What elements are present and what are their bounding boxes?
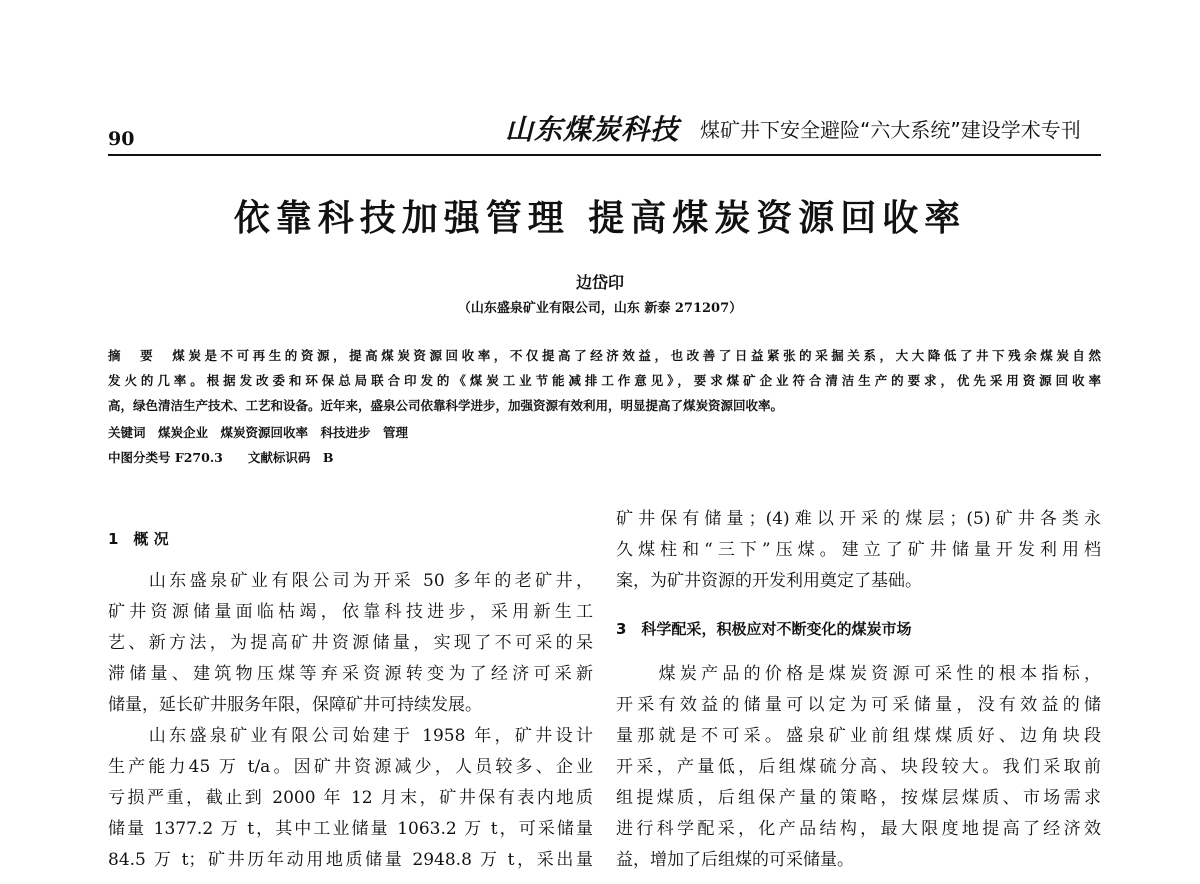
abstract-line: 摘 要 煤炭是不可再生的资源，提高煤炭资源回收率，不仅提高了经济效益，也改善了日益紧张的采掘关系，大大降低了井下残余煤炭自然 [108,348,1101,363]
author: 边岱印 [575,273,624,292]
keywords: 关键词 煤炭企业 煤炭资源回收率 科技进步 管理 [108,425,409,440]
text-line: 储量 1377.2 万 t，其中工业储量 1063.2 万 t，可采储量 [108,819,593,839]
text-line: 量那就是不可采。盛泉矿业前组煤煤质好、边角块段 [616,726,1101,746]
journal-issue: 煤矿井下安全避险“六大系统”建设学术专刊 [700,118,1081,142]
left-column [108,524,593,876]
text-line: 矿井保有储量；(4)难以开采的煤层；(5)矿井各类永 [616,509,1101,529]
journal-logo: 山东煤炭科技 [505,113,680,146]
text-line: 煤炭产品的价格是煤炭资源可采性的根本指标， [616,664,1101,684]
text-line: 生产能力45 万 t/a。因矿井资源减少，人员较多、企业 [108,757,593,777]
right-column [616,504,1101,876]
abstract-line: 发火的几率。根据发改委和环保总局联合印发的《煤炭工业节能减排工作意见》，要求煤矿企业符合清洁生产的要求，优先采用资源回收率 [108,373,1101,388]
section-heading: 3 科学配采，积极应对不断变化的煤炭市场 [616,620,912,638]
text-line: 益，增加了后组煤的可采储量。 [616,850,854,870]
affiliation: （山东盛泉矿业有限公司，山东 新泰 271207） [457,301,743,316]
article-title: 依靠科技加强管理 提高煤炭资源回收率 [233,197,967,239]
abstract-line: 高，绿色清洁生产技术、工艺和设备。近年来，盛泉公司依靠科学进步，加强资源有效利用，明显提高了煤炭资源回收率。 [108,398,784,413]
text-line: 亏损严重，截止到 2000 年 12 月末，矿井保有表内地质 [108,788,593,808]
classification: 中图分类号 F270.3 文献标识码 B [108,450,334,465]
text-line: 开采有效益的储量可以定为可采储量，没有效益的储 [616,695,1101,715]
text-line: 84.5 万 t；矿井历年动用地质储量 2948.8 万 t，采出量 [108,850,593,870]
text-line: 开采，产量低，后组煤硫分高、块段较大。我们采取前 [616,757,1101,777]
text-line: 山东盛泉矿业有限公司为开采 50 多年的老矿井， [108,571,593,591]
text-line: 储量，延长矿井服务年限，保障矿井可持续发展。 [108,695,482,715]
section-heading: 1 概 况 [108,530,169,548]
text-line: 组提煤质，后组保产量的策略，按煤层煤质、市场需求 [616,788,1101,808]
text-line: 艺、新方法，为提高矿井资源储量，实现了不可采的呆 [108,633,593,653]
page-number: 90 [108,128,135,150]
text-line: 案，为矿井资源的开发利用奠定了基础。 [616,571,922,591]
header-rule [108,154,1101,156]
text-line: 进行科学配采，化产品结构，最大限度地提高了经济效 [616,819,1101,839]
text-line: 矿井资源储量面临枯竭，依靠科技进步，采用新生工 [108,602,593,622]
text-line: 滞储量、建筑物压煤等弃采资源转变为了经济可采新 [108,664,593,684]
text-line: 山东盛泉矿业有限公司始建于 1958 年，矿井设计 [108,726,593,746]
text-line: 久煤柱和“三下”压煤。建立了矿井储量开发利用档 [616,540,1101,560]
